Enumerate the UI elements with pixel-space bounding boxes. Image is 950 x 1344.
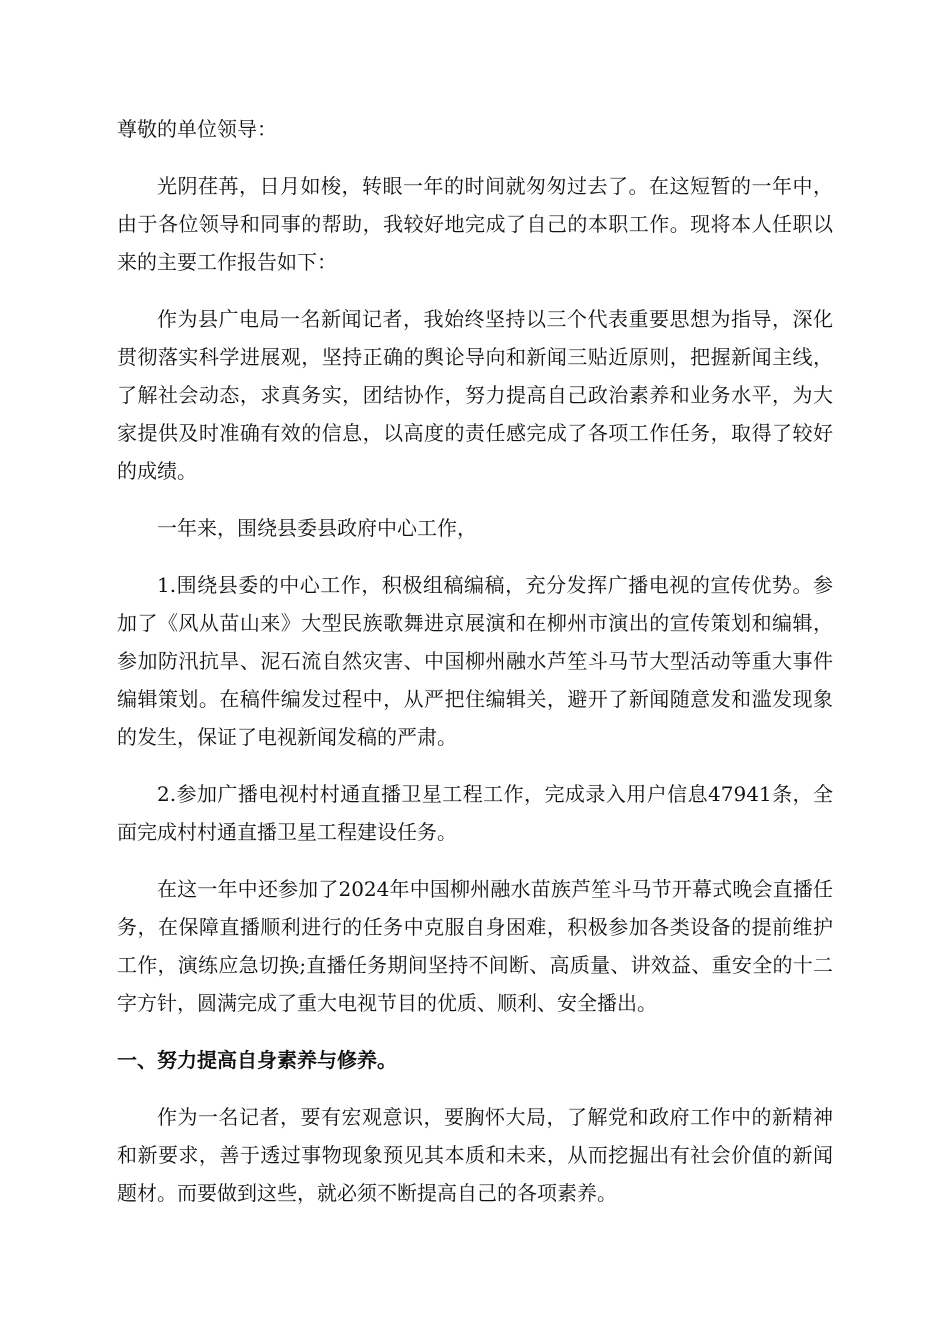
salutation: 尊敬的单位领导： (117, 117, 277, 141)
paragraph-final: 作为一名记者，要有宏观意识，要胸怀大局，了解党和政府工作中的新精神和新要求，善于透过事物现象预见其本质和未来，从而挖掘出有社会价值的新闻题材。而要做到这些，就必须不断提高自己的各项素养。 (117, 1105, 833, 1205)
section-heading: 一、努力提高自身素养与修养。 (117, 1048, 397, 1072)
document-page (117, 110, 833, 1231)
paragraph-role: 作为县广电局一名新闻记者，我始终坚持以三个代表重要思想为指导，深化贯彻落实科学进展观，坚持正确的舆论导向和新闻三贴近原则，把握新闻主线，了解社会动态，求真务实，团结协作，努力提高自己政治素养和业务水平，为大家提供及时准确有效的信息，以高度的责任感完成了各项工作任务，取得了较好的成绩。 (117, 307, 833, 483)
paragraph-live-broadcast: 在这一年中还参加了2024年中国柳州融水苗族芦笙斗马节开幕式晚会直播任务，在保障直播顺利进行的任务中克服自身困难，积极参加各类设备的提前维护工作，演练应急切换;直播任务期间坚持不间断、高质量、讲效益、重安全的十二字方针，圆满完成了重大电视节目的优质、顺利、安全播出。 (117, 877, 833, 1015)
paragraph-item-2: 2.参加广播电视村村通直播卫星工程工作，完成录入用户信息47941条，全面完成村村通直播卫星工程建设任务。 (117, 782, 833, 844)
paragraph-intro: 光阴荏苒，日月如梭，转眼一年的时间就匆匆过去了。在这短暂的一年中，由于各位领导和同事的帮助，我较好地完成了自己的本职工作。现将本人任职以来的主要工作报告如下： (117, 174, 833, 274)
paragraph-year-overview: 一年来，围绕县委县政府中心工作， (157, 516, 477, 540)
paragraph-item-1: 1.围绕县委的中心工作，积极组稿编稿，充分发挥广播电视的宣传优势。参加了《风从苗山来》大型民族歌舞进京展演和在柳州市演出的宣传策划和编辑，参加防汛抗旱、泥石流自然灾害、中国柳州融水芦笙斗马节大型活动等重大事件编辑策划。在稿件编发过程中，从严把住编辑关，避开了新闻随意发和滥发现象的发生，保证了电视新闻发稿的严肃。 (117, 573, 833, 749)
